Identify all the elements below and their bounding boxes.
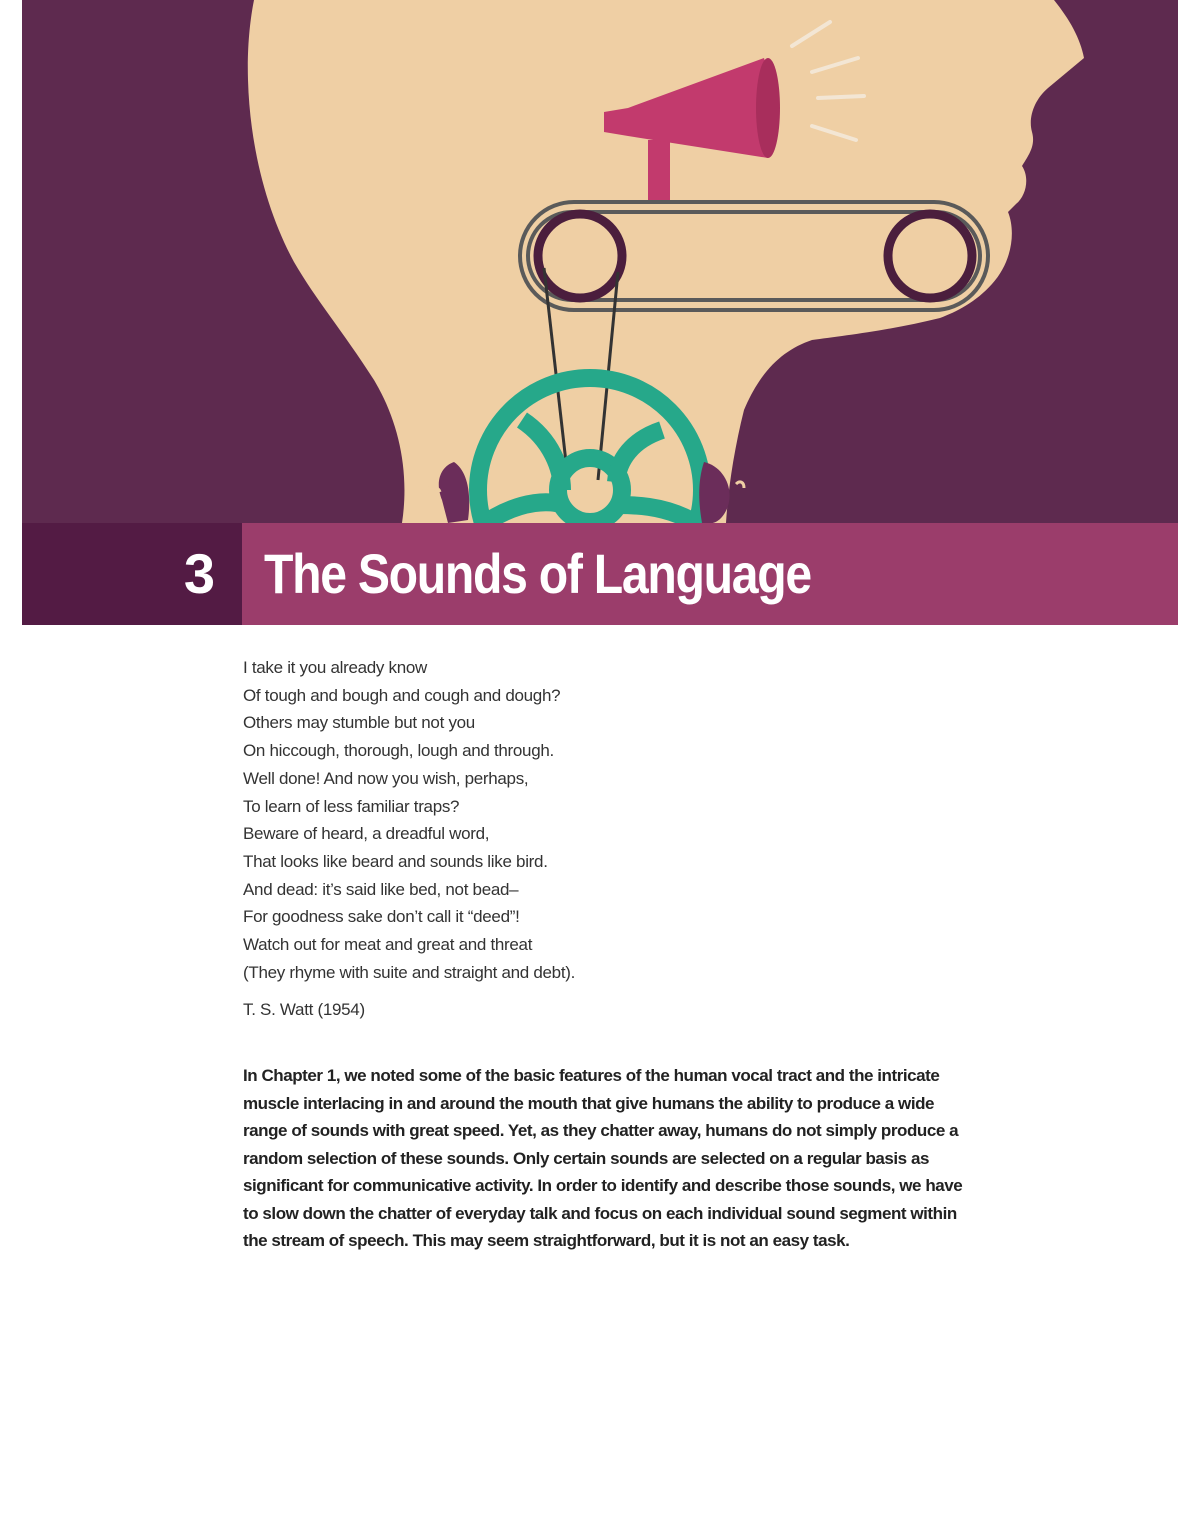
poem-line: For goodness sake don’t call it “deed”! [243,907,520,927]
intro-line: the stream of speech. This may seem straightforward, but it is not an easy task. [243,1231,850,1250]
intro-line: random selection of these sounds. Only certain sounds are selected on a regular basis as [243,1148,929,1168]
epigraph-poem [243,654,943,1022]
chapter-number: 3 [183,542,214,605]
chapter-title-bar [22,523,1178,625]
poem-line: And dead: it’s said like bed, not bead– [243,879,519,899]
poem-line: That looks like beard and sounds like bird. [243,851,548,871]
chapter-title-block [242,523,1178,625]
poem-line: Watch out for meat and great and threat [243,935,533,955]
poem-line: Beware of heard, a dreadful word, [243,824,490,844]
poem-line: On hiccough, thorough, lough and through. [243,741,554,761]
intro-line: significant for communicative activity. In order to identify and describe those sounds, we have [243,1176,963,1195]
intro-paragraph [243,1062,1083,1255]
poem-line: Well done! And now you wish, perhaps, [243,768,529,788]
poem-line: I take it you already know [243,658,428,677]
intro-line: muscle interlacing in and around the mouth that give humans the ability to produce a wide [243,1093,935,1113]
poem-line: (They rhyme with suite and straight and debt). [243,962,576,982]
chapter-title: The Sounds of Language [264,542,811,605]
poem-line: Others may stumble but not you [243,713,475,733]
poem-line: To learn of less familiar traps? [243,796,460,816]
intro-line: to slow down the chatter of everyday talk and focus on each individual sound segment within [243,1203,957,1223]
intro-line: In Chapter 1, we noted some of the basic features of the human vocal tract and the intricate [243,1066,940,1085]
epigraph-attribution: T. S. Watt (1954) [243,1000,365,1020]
intro-line: range of sounds with great speed. Yet, as they chatter away, humans do not simply produce a [243,1121,959,1140]
poem-line: Of tough and bough and cough and dough? [243,685,561,705]
chapter-illustration [22,0,1178,523]
chapter-number-block [22,523,242,625]
